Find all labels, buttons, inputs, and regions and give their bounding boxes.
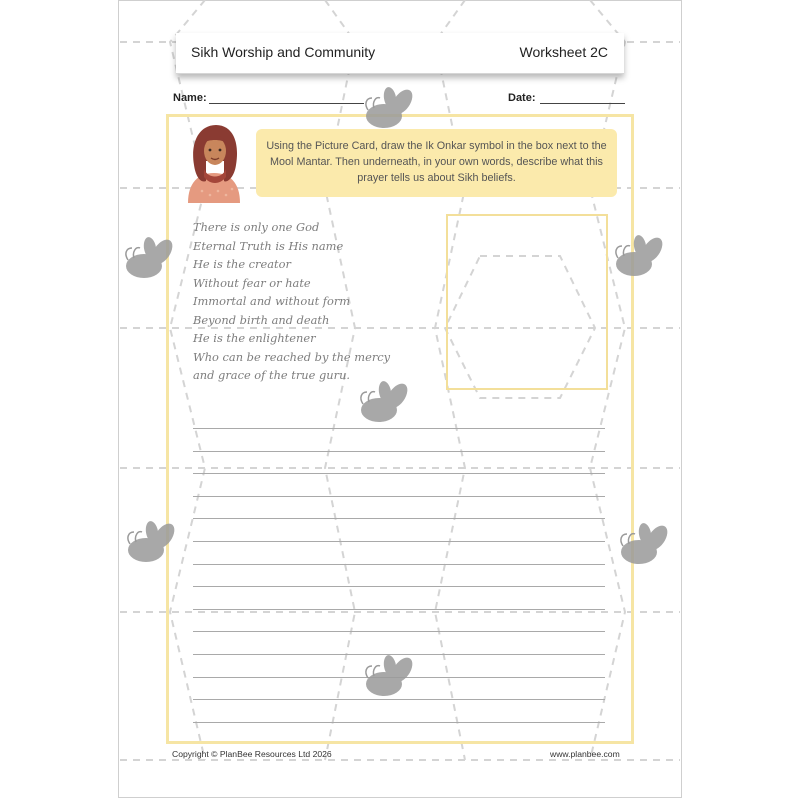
writing-line[interactable]	[193, 496, 605, 497]
writing-line[interactable]	[193, 541, 605, 542]
verse-line: There is only one God	[193, 220, 320, 234]
instruction-box: Using the Picture Card, draw the Ik Onkar symbol in the box next to the Mool Mantar. Then underneath, in your own words, describe what this prayer tells us about Sikh beliefs.	[256, 129, 617, 197]
worksheet-title: Sikh Worship and Community	[191, 44, 376, 60]
writing-line[interactable]	[193, 428, 605, 429]
date-field[interactable]	[540, 103, 625, 104]
worksheet-number: Worksheet 2C	[519, 44, 608, 60]
verse-line: Beyond birth and death	[193, 312, 330, 327]
title-banner	[176, 33, 624, 74]
writing-line[interactable]	[193, 564, 605, 565]
writing-line[interactable]	[193, 473, 605, 474]
mool-mantar-verse	[193, 218, 418, 385]
verse-line: Without fear or hate	[193, 275, 311, 290]
verse-line: Immortal and without form	[193, 294, 351, 308]
writing-line[interactable]	[193, 631, 605, 632]
writing-line[interactable]	[193, 722, 605, 723]
writing-line[interactable]	[193, 586, 605, 587]
bee-watermark-icon	[355, 378, 415, 428]
verse-line: Who can be reached by the mercy	[193, 349, 391, 364]
writing-line[interactable]	[193, 518, 605, 519]
bee-watermark-icon	[120, 234, 180, 284]
verse-line: He is the creator	[193, 257, 291, 271]
verse-line: and grace of the true guru.	[193, 368, 351, 382]
verse-line: Eternal Truth is His name	[193, 238, 344, 253]
ik-onkar-drawing-box[interactable]	[446, 214, 608, 390]
content-frame	[166, 114, 634, 744]
website-link[interactable]: www.planbee.com	[550, 749, 620, 759]
name-label: Name:	[173, 92, 207, 104]
writing-line[interactable]	[193, 609, 605, 610]
girl-avatar-icon	[182, 121, 246, 203]
bee-watermark-icon	[122, 518, 182, 568]
verse-line: He is the enlightener	[193, 331, 316, 345]
bee-watermark-icon	[360, 84, 420, 134]
bee-watermark-icon	[360, 652, 420, 702]
name-field[interactable]	[209, 103, 364, 104]
copyright-text: Copyright © PlanBee Resources Ltd 2026	[172, 749, 332, 759]
writing-line[interactable]	[193, 451, 605, 452]
bee-watermark-icon	[610, 232, 670, 282]
bee-watermark-icon	[615, 520, 675, 570]
date-label: Date:	[508, 92, 536, 104]
